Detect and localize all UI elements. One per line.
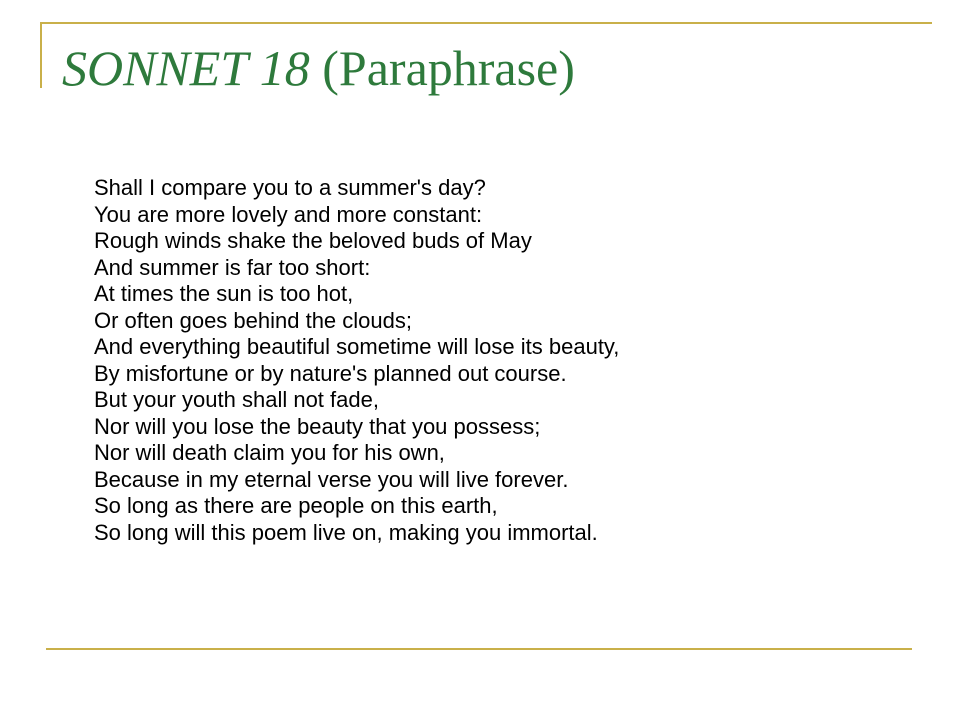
poem-line: Rough winds shake the beloved buds of May bbox=[94, 228, 532, 253]
poem-line: Or often goes behind the clouds; bbox=[94, 307, 412, 333]
poem-line: And summer is far too short: bbox=[94, 254, 371, 280]
poem-line: Nor will death claim you for his own, bbox=[94, 440, 445, 465]
poem-body bbox=[94, 175, 619, 546]
slide-title bbox=[62, 36, 575, 100]
poem-line: Because in my eternal verse you will live forever. bbox=[94, 466, 569, 492]
frame-left-line bbox=[40, 22, 42, 88]
frame-top-line bbox=[42, 22, 932, 24]
poem-line: At times the sun is too hot, bbox=[94, 281, 354, 306]
title-suffix: (Paraphrase) bbox=[309, 40, 575, 96]
poem-line: And everything beautiful sometime will lose its beauty, bbox=[94, 334, 620, 359]
poem-line: But your youth shall not fade, bbox=[94, 387, 379, 412]
title-main: SONNET 18 bbox=[62, 40, 310, 96]
poem-line: You are more lovely and more constant: bbox=[94, 201, 483, 227]
frame-bottom-line bbox=[46, 648, 912, 650]
poem-line: Shall I compare you to a summer's day? bbox=[94, 175, 486, 200]
poem-line: Nor will you lose the beauty that you possess; bbox=[94, 413, 541, 439]
poem-line: By misfortune or by nature's planned out course. bbox=[94, 360, 567, 386]
poem-line: So long will this poem live on, making you immortal. bbox=[94, 519, 598, 545]
poem-line: So long as there are people on this earth, bbox=[94, 493, 498, 518]
